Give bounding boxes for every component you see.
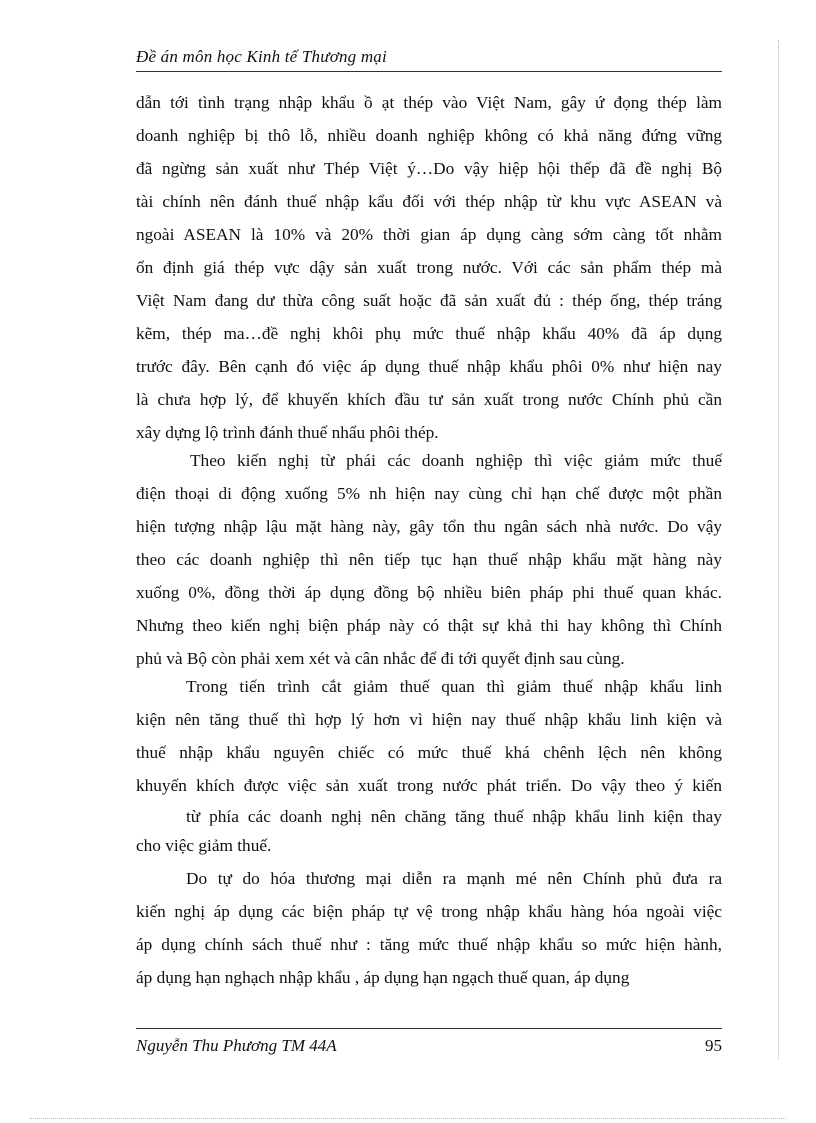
text-line: tài chính nên đánh thuế nhập kẩu đối với thép nhập từ khu vực ASEAN và xyxy=(136,192,722,211)
text-line: Do tự do hóa thương mại diễn ra mạnh mé nên Chính phủ đưa ra xyxy=(186,869,722,888)
text-line: doanh nghiệp bị thô lỗ, nhiều doanh nghiệp không có khả năng đứng vững xyxy=(136,126,722,145)
text-line: từ phía các doanh nghị nên chăng tăng thuế nhập khẩu linh kiện thay xyxy=(186,807,722,826)
page-edge-dotted-line xyxy=(30,1118,786,1119)
footer-author: Nguyễn Thu Phương TM 44A xyxy=(136,1036,337,1055)
text-line: phủ và Bộ còn phải xem xét và cân nhắc để đi tới quyết định sau cùng. xyxy=(136,649,625,668)
text-line: Trong tiến trình cắt giảm thuế quan thì giảm thuế nhập khẩu linh xyxy=(186,677,722,696)
footer-divider xyxy=(136,1028,722,1029)
text-line: áp dụng hạn nghạch nhập khẩu , áp dụng hạn ngạch thuế quan, áp dụng xyxy=(136,968,630,987)
text-line: thuế nhập khẩu nguyên chiếc có mức thuế khá chênh lệch nên không xyxy=(136,743,722,762)
text-line: khuyến khích được việc sản xuất trong nước phát triển. Do vậy theo ý kiến xyxy=(136,776,722,795)
page-edge-dotted-line xyxy=(778,40,779,1060)
text-line: điện thoại di động xuống 5% nh hiện nay cùng chỉ hạn chế được một phần xyxy=(136,484,722,503)
text-line: Theo kiến nghị từ phái các doanh nghiệp thì việc giảm mức thuế xyxy=(190,451,722,470)
text-line: hiện tượng nhập lậu mặt hàng này, gây tổn thu ngân sách nhà nước. Do vậy xyxy=(136,517,722,536)
header-title: Đề án môn học Kinh tế Thương mại xyxy=(136,47,387,66)
header-divider xyxy=(136,71,722,72)
text-line: cho việc giảm thuế. xyxy=(136,836,272,855)
text-line: ổn định giá thép vực dậy sản xuất trong nước. Với các sản phẩm thép mà xyxy=(136,258,722,277)
text-line: kiện nên tăng thuế thì hợp lý hơn vì hiện nay thuế nhập khẩu linh kiện và xyxy=(136,710,722,729)
text-line: xây dựng lộ trình đánh thuế nhẩu phôi thép. xyxy=(136,423,439,442)
text-line: Nhưng theo kiến nghị biện pháp này có thật sự khả thi hay không thì Chính xyxy=(136,616,722,635)
text-line: ngoài ASEAN là 10% và 20% thời gian áp dụng càng sớm càng tốt nhằm xyxy=(136,225,722,244)
text-line: kiến nghị áp dụng các biện pháp tự vệ trong nhập khẩu hàng hóa ngoài việc xyxy=(136,902,722,921)
text-line: kẽm, thép ma…đề nghị khôi phụ mức thuế nhập khẩu 40% đã áp dụng xyxy=(136,324,722,343)
text-line: xuống 0%, đồng thời áp dụng đồng bộ nhiều biên pháp phi thuế quan khác. xyxy=(136,583,722,602)
text-line: áp dụng chính sách thuế như : tăng mức thuế nhập khẩu so mức hiện hành, xyxy=(136,935,722,954)
text-line: theo các doanh nghiệp thì nên tiếp tục hạn thuế nhập khẩu mặt hàng này xyxy=(136,550,722,569)
text-line: Việt Nam đang dư thừa công suất hoặc đã sản xuất đủ : thép ống, thép tráng xyxy=(136,291,722,310)
text-line: trước đây. Bên cạnh đó việc áp dụng thuế nhập khẩu phôi 0% như hiện nay xyxy=(136,357,722,376)
text-line: đã ngừng sản xuất như Thép Việt ý…Do vậy hiệp hội thếp đã đề nghị Bộ xyxy=(136,159,722,178)
page-number: 95 xyxy=(705,1036,722,1055)
text-line: là chưa hợp lý, để khuyến khích đầu tư sản xuất trong nước Chính phủ cần xyxy=(136,390,722,409)
text-line: dẫn tới tình trạng nhập khẩu ồ ạt thép vào Việt Nam, gây ứ đọng thép làm xyxy=(136,93,722,112)
